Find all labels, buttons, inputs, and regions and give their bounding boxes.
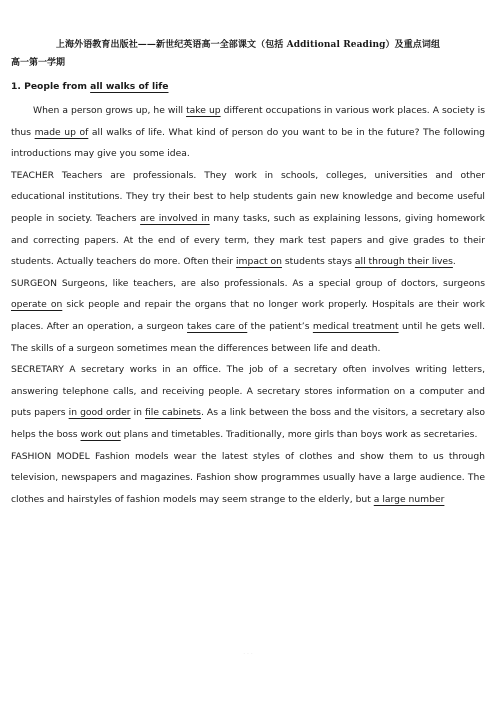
- key-phrase: take up: [186, 105, 221, 116]
- text-run: SECRETARY A secretary works in an office. The job of a secretary often involves writing letters, answering telephone calls, and receiving people. A secretary stores information on a computer and puts papers: [11, 364, 485, 419]
- surgeon-paragraph: [11, 273, 485, 359]
- teacher-paragraph: [11, 165, 485, 273]
- text-run: plans and timetables. Traditionally, more girls than boys work as secretaries.: [120, 428, 478, 440]
- lesson-heading: [11, 80, 485, 94]
- text-run: When a person grows up, he will: [33, 105, 187, 116]
- key-phrase: work out: [80, 428, 121, 440]
- term-label: 高一第一学期: [11, 58, 66, 68]
- text-run: all walks of life. What kind of person do you want to be in the future? The following introductions may give you some idea.: [11, 126, 485, 160]
- key-phrase: a large number: [373, 493, 445, 505]
- intro-paragraph: [11, 100, 485, 165]
- lesson-number: 1.: [11, 81, 21, 92]
- key-phrase: file cabinets: [145, 407, 201, 419]
- key-phrase: in good order: [68, 407, 131, 419]
- faint-page-mark: · · ·: [243, 651, 253, 658]
- text-run: the patient’s: [247, 320, 313, 332]
- text-run: students stays: [281, 256, 355, 268]
- key-phrase: are involved in: [140, 212, 210, 224]
- text-run: SURGEON Surgeons, like teachers, are also professionals. As a special group of doctors, surgeons: [11, 277, 485, 289]
- text-run: sick people and repair the organs that no longer work properly. Hospitals are their work places. After an operation, a surgeon: [11, 299, 485, 332]
- text-run: . As a link between the boss and the visitors, a secretary also helps the boss: [11, 407, 485, 440]
- text-run: TEACHER Teachers are professionals. They work in schools, colleges, universities and other educational institutions. They try their best to help students gain new knowledge and become useful people in society. Teachers: [11, 169, 485, 224]
- text-run: FASHION MODEL Fashion models wear the latest styles of clothes and show them to us through television, newspapers and magazines. Fashion show programmes usually have a large audience. The clothes and hairstyles of fashion models may seem strange to the elderly, but: [11, 450, 485, 505]
- document-title: 上海外语教育出版社——新世纪英语高一全部课文（包括 Additional Reading）及重点词组: [55, 40, 441, 50]
- lesson-title-phrase: all walks of life: [90, 81, 169, 92]
- secretary-paragraph: [11, 359, 485, 445]
- key-phrase: all through their lives: [354, 256, 453, 268]
- key-phrase: medical treatment: [312, 320, 399, 332]
- text-run: many tasks, such as explaining lessons, giving homework and correcting papers. At the end of every term, they mark test papers and give grades to their students. Actually teachers do more. Often their: [11, 212, 485, 268]
- fashion-model-paragraph: [11, 446, 485, 511]
- text-run: .: [452, 256, 456, 268]
- lesson-title-text: People from: [24, 81, 91, 92]
- key-phrase: takes care of: [187, 320, 248, 332]
- key-phrase: made up of: [34, 126, 89, 138]
- text-run: different occupations in various work places. A society is thus: [11, 105, 486, 138]
- text-run: until he gets well. The skills of a surgeon sometimes mean the differences between life and death.: [11, 320, 485, 354]
- key-phrase: operate on: [11, 299, 63, 311]
- text-run: in: [130, 407, 145, 419]
- key-phrase: impact on: [235, 256, 282, 268]
